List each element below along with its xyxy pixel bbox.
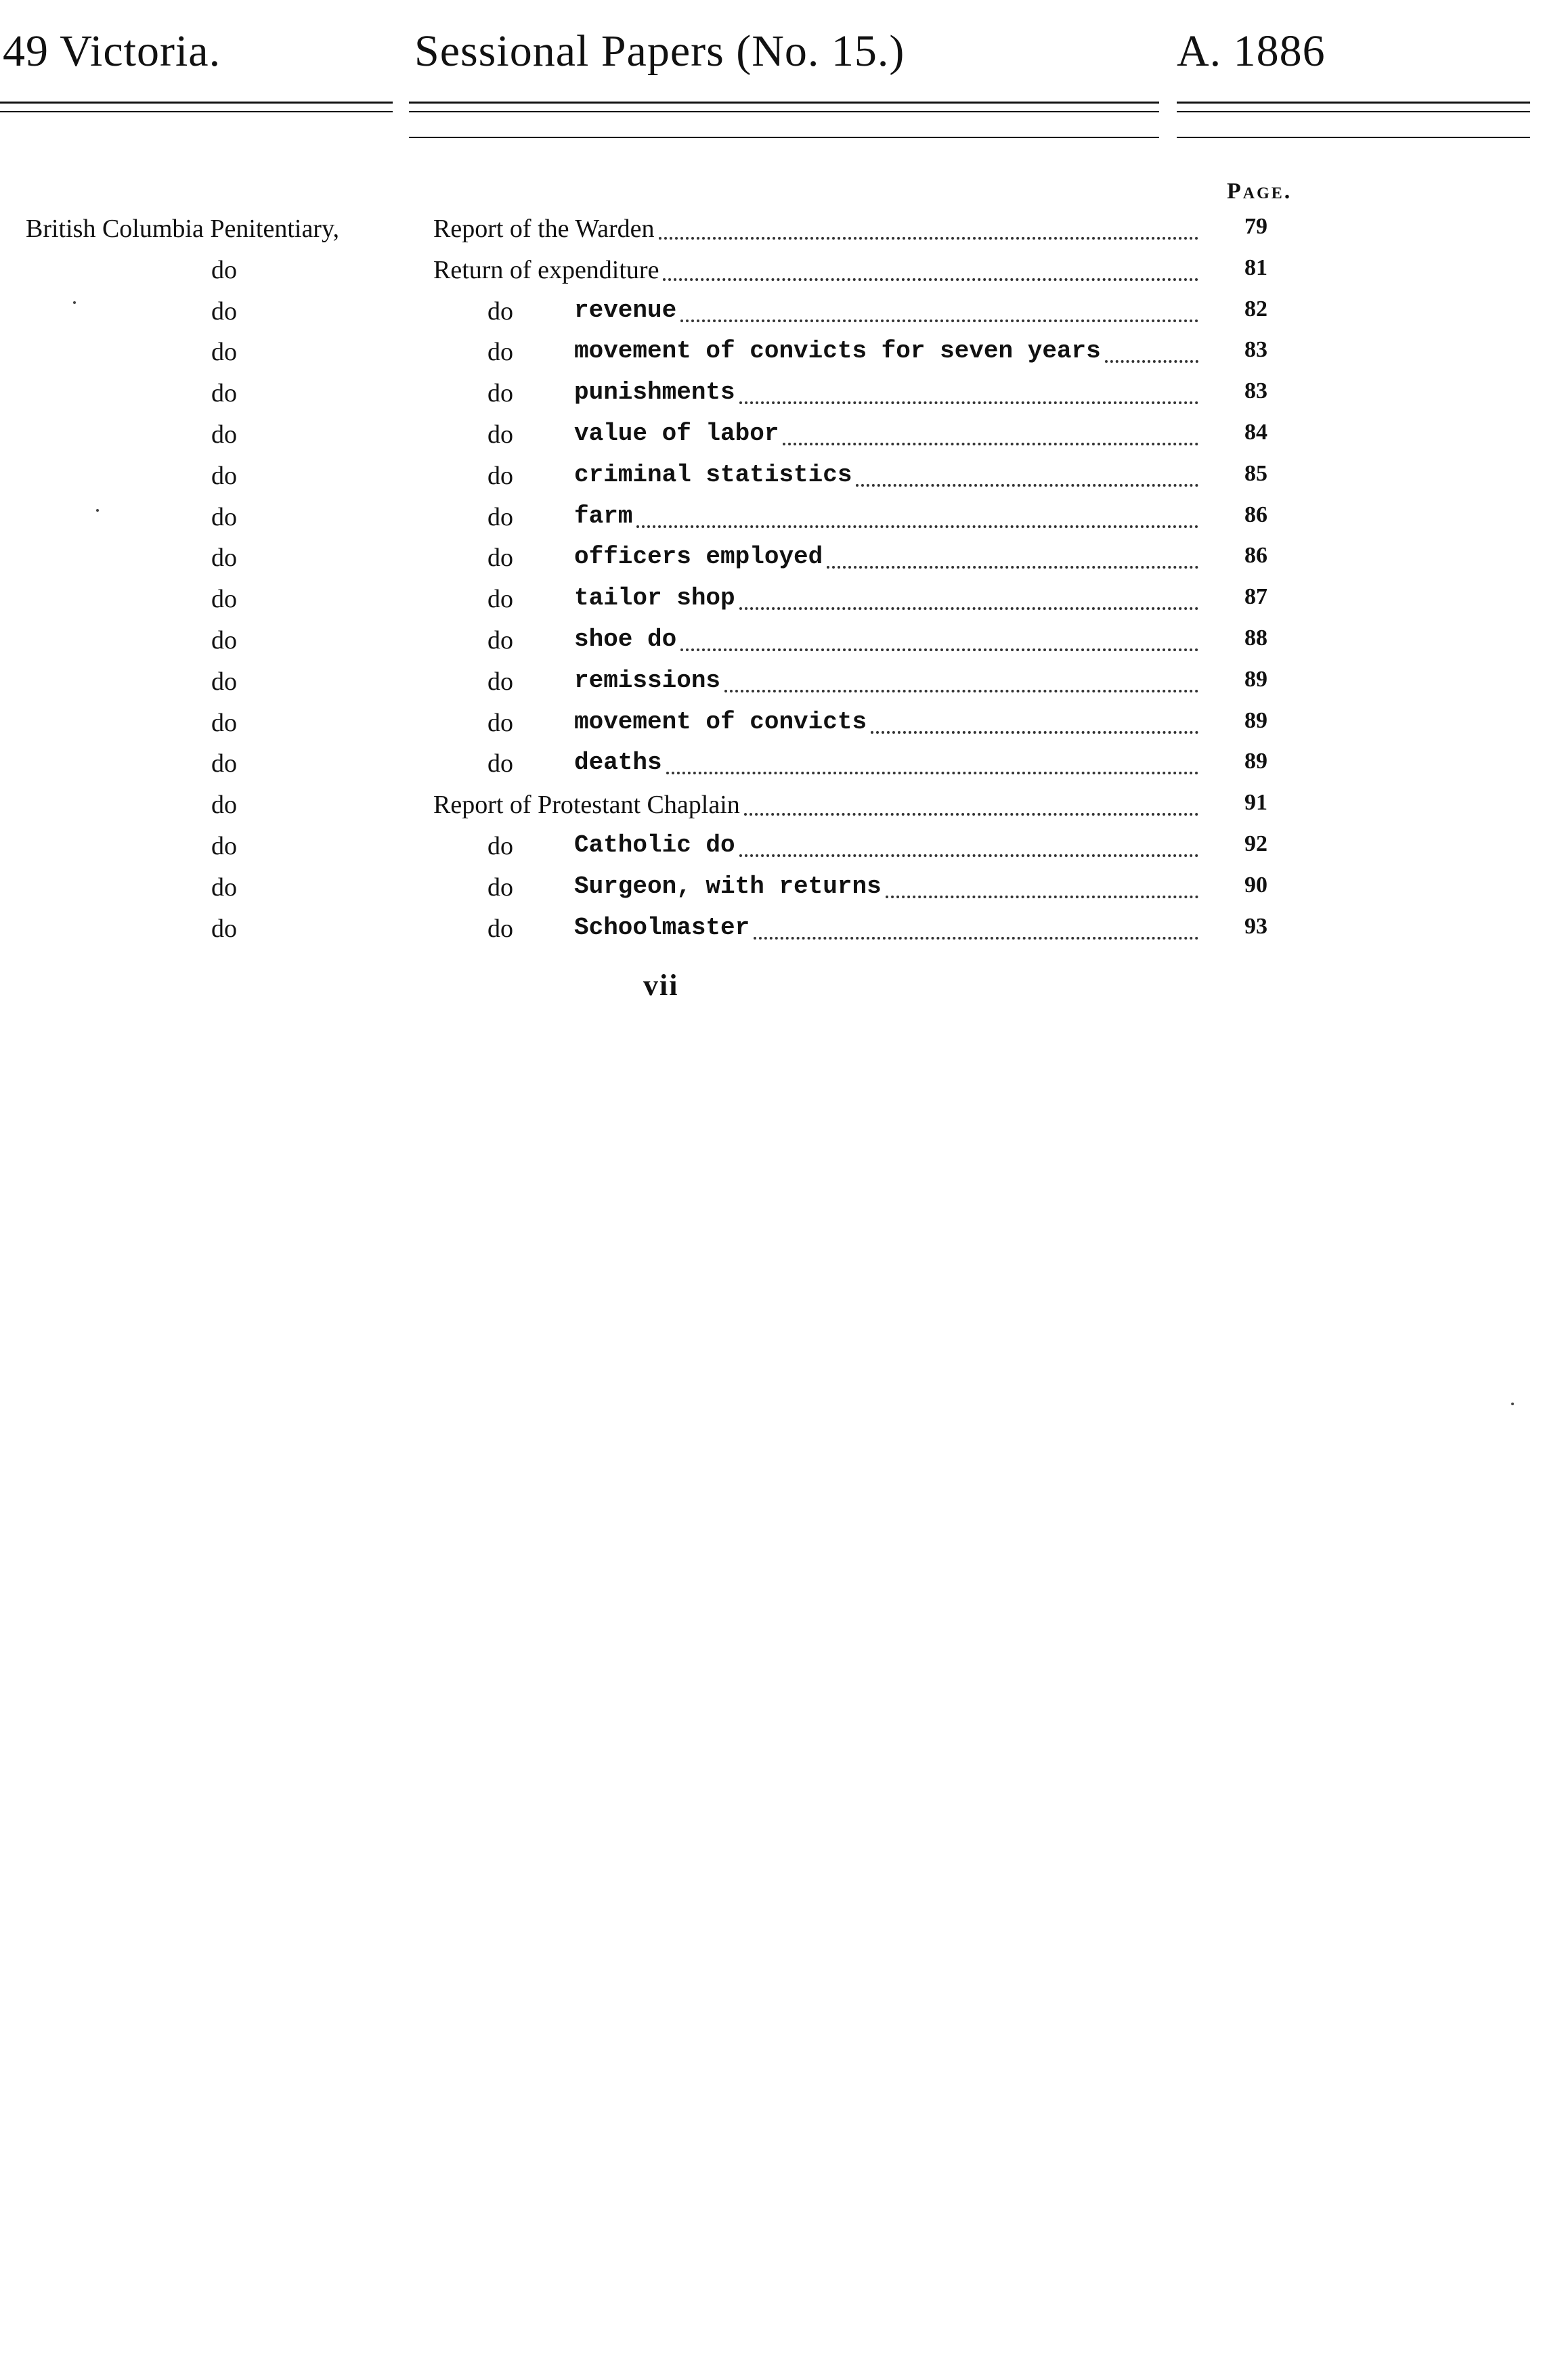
toc-row <box>0 296 1541 337</box>
toc-row <box>0 502 1541 543</box>
dot-leader <box>1105 360 1198 363</box>
toc-entity: do <box>211 626 237 655</box>
toc-row <box>0 461 1541 502</box>
toc-entity: do <box>211 585 237 614</box>
print-speck <box>96 509 99 512</box>
toc-subject: deaths <box>574 749 662 777</box>
toc-row <box>0 625 1541 666</box>
toc-page-number: 86 <box>1244 502 1267 527</box>
toc-entity: do <box>211 338 237 367</box>
toc-entity: do <box>211 296 237 326</box>
print-speck <box>73 301 76 304</box>
dot-leader <box>724 690 1198 692</box>
dot-leader <box>659 237 1198 240</box>
toc-row <box>0 914 1541 954</box>
toc-row <box>0 378 1541 419</box>
header-rule-left <box>0 102 393 142</box>
toc-section: do <box>487 626 513 655</box>
toc-page-number: 87 <box>1244 584 1267 610</box>
dot-leader <box>871 731 1198 734</box>
toc-row <box>0 708 1541 749</box>
toc-row <box>0 543 1541 583</box>
toc-section: do <box>487 749 513 778</box>
dot-leader <box>827 566 1198 569</box>
toc-row <box>0 214 1541 255</box>
toc-subject: shoe do <box>574 625 677 653</box>
toc-row <box>0 790 1541 831</box>
print-speck <box>1511 1403 1514 1405</box>
header-rule-center <box>409 102 1159 142</box>
toc-subject: tailor shop <box>574 584 735 613</box>
toc-entity: do <box>211 544 237 573</box>
toc-entity: do <box>211 914 237 943</box>
dot-leader <box>680 648 1198 651</box>
toc-page-number: 89 <box>1244 749 1267 774</box>
running-header <box>0 26 1541 107</box>
toc-section: do <box>487 296 513 326</box>
toc-section: do <box>487 420 513 449</box>
toc-page-number: 85 <box>1244 460 1267 486</box>
dot-leader <box>663 278 1198 281</box>
toc-page-number: 83 <box>1244 378 1267 404</box>
dot-leader <box>744 813 1198 816</box>
toc-entity: do <box>211 379 237 408</box>
toc-section: do <box>487 708 513 737</box>
toc-row <box>0 584 1541 625</box>
toc-section: do <box>487 667 513 696</box>
toc-section: Report of Protestant Chaplain <box>433 791 740 820</box>
toc-page-number: 86 <box>1244 543 1267 569</box>
toc-section: Return of expenditure <box>433 255 659 284</box>
header-right: A. 1886 <box>1177 26 1326 76</box>
toc-subject: farm <box>574 502 633 530</box>
toc-row <box>0 873 1541 913</box>
toc-subject: Catholic do <box>574 831 735 859</box>
toc-page-number: 79 <box>1244 214 1267 239</box>
toc-page-number: 83 <box>1244 337 1267 363</box>
dot-leader <box>636 525 1198 528</box>
toc-page-number: 92 <box>1244 831 1267 856</box>
toc-section: do <box>487 544 513 573</box>
toc-row <box>0 667 1541 707</box>
toc-subject: value of labor <box>574 420 779 447</box>
toc-entity: do <box>211 791 237 820</box>
page-folio: vii <box>643 969 679 1002</box>
header-left: 49 Victoria. <box>3 26 221 76</box>
toc-row <box>0 831 1541 872</box>
toc-entity: British Columbia Penitentiary, <box>26 215 339 243</box>
toc-subject: movement of convicts <box>574 707 867 736</box>
dot-leader <box>666 772 1198 774</box>
dot-leader <box>856 484 1198 487</box>
toc-entity: do <box>211 832 237 860</box>
toc-subject: officers employed <box>574 543 823 571</box>
toc-section: do <box>487 338 513 367</box>
header-rule-right <box>1177 102 1530 142</box>
toc-entity: do <box>211 708 237 737</box>
toc-section: Report of the Warden <box>433 215 655 243</box>
toc-subject: revenue <box>574 296 677 324</box>
toc-subject: Schoolmaster <box>574 913 750 942</box>
toc-entity: do <box>211 667 237 696</box>
dot-leader <box>754 937 1198 940</box>
toc-row <box>0 255 1541 296</box>
toc-subject: Surgeon, with returns <box>574 872 882 900</box>
toc-page-number: 93 <box>1244 913 1267 939</box>
toc-page-number: 89 <box>1244 707 1267 733</box>
toc-section: do <box>487 873 513 902</box>
toc-row <box>0 420 1541 460</box>
toc-page-number: 89 <box>1244 666 1267 692</box>
toc-section: do <box>487 502 513 531</box>
toc-section: do <box>487 379 513 408</box>
dot-leader <box>739 401 1198 404</box>
toc-entity: do <box>211 420 237 449</box>
toc-entity: do <box>211 502 237 531</box>
dot-leader <box>680 319 1198 322</box>
toc-page-number: 90 <box>1244 872 1267 898</box>
toc-row <box>0 337 1541 378</box>
toc-entity: do <box>211 461 237 490</box>
toc-page-number: 81 <box>1244 255 1267 280</box>
toc-subject: punishments <box>574 378 735 407</box>
toc-entity: do <box>211 873 237 902</box>
toc-page-number: 84 <box>1244 420 1267 445</box>
toc-subject: movement of convicts for seven years <box>574 337 1101 366</box>
toc-page-number: 91 <box>1244 790 1267 816</box>
toc-row <box>0 749 1541 789</box>
dot-leader <box>886 896 1198 898</box>
toc-section: do <box>487 914 513 943</box>
toc-section: do <box>487 585 513 614</box>
page-column-header: Page. <box>1227 179 1293 204</box>
toc-entity: do <box>211 255 237 284</box>
toc-page-number: 82 <box>1244 296 1267 322</box>
toc-subject: remissions <box>574 666 721 695</box>
toc-page-number: 88 <box>1244 625 1267 651</box>
toc-entity: do <box>211 749 237 778</box>
toc-section: do <box>487 461 513 490</box>
toc-subject: criminal statistics <box>574 460 852 489</box>
dot-leader <box>783 443 1198 445</box>
dot-leader <box>739 854 1198 857</box>
header-title: Sessional Papers (No. 15.) <box>414 26 905 76</box>
toc-section: do <box>487 832 513 860</box>
dot-leader <box>739 607 1198 610</box>
